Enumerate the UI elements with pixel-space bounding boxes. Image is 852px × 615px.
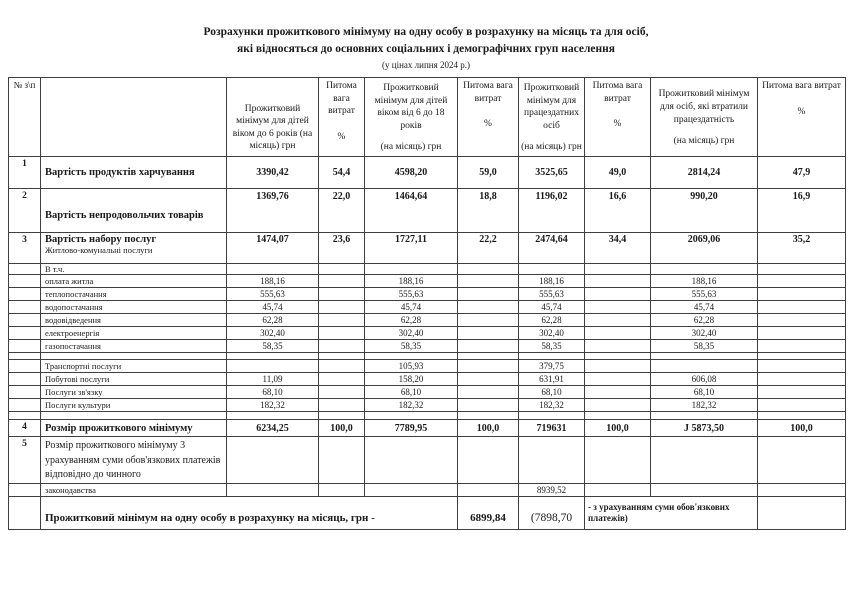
table-row: [9, 353, 846, 360]
value-cell: 62,28: [365, 314, 458, 327]
row-label-cell: Послуги культури: [41, 399, 227, 412]
value-cell: 990,20: [651, 189, 758, 233]
header-share-percent: %: [484, 119, 492, 130]
header-share-percent: %: [797, 106, 806, 117]
header-minimum-col-4: [365, 78, 458, 157]
value-cell: 105,93: [365, 360, 458, 373]
row-label-cell: законодавства: [41, 483, 227, 496]
row-label-cell: оплата житла: [41, 275, 227, 288]
value-cell: [585, 483, 651, 496]
row-label-cell: [41, 420, 227, 437]
row-label-cell: Транспортні послуги: [41, 360, 227, 373]
empty-cell: [651, 412, 758, 420]
value-cell: [585, 301, 651, 314]
table-row: [9, 264, 846, 275]
row-label: Розмір прожиткового мінімуму 3 урахуванням суми обов'язкових платежів відповідно до чинного: [45, 440, 221, 480]
row-label: Вартість набору послуг: [45, 234, 157, 245]
header-share-percent: %: [337, 131, 346, 142]
value-cell: [758, 301, 846, 314]
document-title-line2: які відносяться до основних соціальних і демографічних груп населення: [237, 43, 615, 55]
value-cell: [227, 264, 319, 275]
value-cell: [758, 483, 846, 496]
empty-cell: [365, 412, 458, 420]
header-row-number: № з\п: [9, 78, 41, 157]
value-cell: 47,9: [758, 157, 846, 189]
value-cell: [319, 314, 365, 327]
header-item-name: [41, 78, 227, 157]
row-number-cell: [9, 496, 41, 529]
table-row: [9, 275, 846, 288]
row-label: Вартість продуктів харчування: [45, 167, 195, 178]
value-cell: [585, 340, 651, 353]
value-cell: 58,35: [365, 340, 458, 353]
value-cell: [585, 373, 651, 386]
value-cell: 188,16: [651, 275, 758, 288]
empty-cell: [519, 353, 585, 360]
header-minimum-label: Прожитковий мінімум для працездатних осіб: [523, 83, 580, 131]
header-row: [9, 78, 846, 157]
header-share-col-9: [758, 78, 846, 157]
row-number-cell: [9, 360, 41, 373]
value-cell: 35,2: [758, 233, 846, 264]
value-cell: 45,74: [365, 301, 458, 314]
total-per-person-label: Прожитковий мінімум на одну особу в розрахунку на місяць, грн -: [41, 496, 458, 529]
value-cell: [458, 314, 519, 327]
empty-cell: [758, 496, 846, 529]
value-cell: 68,10: [365, 386, 458, 399]
value-cell: [585, 399, 651, 412]
row-number-cell: [9, 301, 41, 314]
value-cell: 188,16: [519, 275, 585, 288]
row-number-cell: [9, 275, 41, 288]
header-minimum-unit: (на місяць) грн: [521, 142, 582, 153]
empty-cell: [458, 353, 519, 360]
value-cell: J 5873,50: [651, 420, 758, 437]
value-cell: 7789,95: [365, 420, 458, 437]
value-cell: 1196,02: [519, 189, 585, 233]
value-cell: 49,0: [585, 157, 651, 189]
value-cell: [758, 275, 846, 288]
value-cell: 68,10: [651, 386, 758, 399]
value-cell: [227, 360, 319, 373]
row-label-cell: [41, 437, 227, 484]
row-number-cell: [9, 314, 41, 327]
row-number-cell: [9, 327, 41, 340]
row-number-cell: [9, 264, 41, 275]
row-number-cell: [9, 340, 41, 353]
value-cell: [365, 483, 458, 496]
value-cell: 3390,42: [227, 157, 319, 189]
value-cell: [319, 360, 365, 373]
value-cell: [651, 483, 758, 496]
header-share-label: Питома вага витрат: [326, 81, 357, 117]
row-number-cell: [9, 399, 41, 412]
value-cell: 182,32: [365, 399, 458, 412]
row-number-cell: [9, 483, 41, 496]
value-cell: [458, 288, 519, 301]
value-cell: 68,10: [519, 386, 585, 399]
row-number-cell: [9, 386, 41, 399]
subsistence-minimum-table: [8, 77, 846, 530]
empty-cell: [319, 353, 365, 360]
table-row: [9, 386, 846, 399]
value-cell: 54,4: [319, 157, 365, 189]
table-row: [9, 314, 846, 327]
value-cell: 1369,76: [227, 189, 319, 233]
value-cell: 45,74: [227, 301, 319, 314]
value-cell: 23,6: [319, 233, 365, 264]
table-row: [9, 288, 846, 301]
empty-cell: [585, 412, 651, 420]
value-cell: [585, 360, 651, 373]
value-cell: 631,91: [519, 373, 585, 386]
empty-cell: [9, 412, 41, 420]
empty-cell: [365, 353, 458, 360]
value-cell: 34,4: [585, 233, 651, 264]
value-cell: [585, 386, 651, 399]
value-cell: [758, 437, 846, 484]
header-share-label: Питома вага витрат: [592, 81, 643, 104]
header-minimum-unit: (на місяць) грн: [380, 142, 442, 153]
value-cell: 302,40: [365, 327, 458, 340]
value-cell: [458, 399, 519, 412]
value-cell: [458, 386, 519, 399]
value-cell: [319, 437, 365, 484]
value-cell: [758, 399, 846, 412]
table-row: [9, 437, 846, 484]
value-cell: [458, 437, 519, 484]
table-row: [9, 327, 846, 340]
value-cell: 22,2: [458, 233, 519, 264]
table-row: [9, 340, 846, 353]
value-cell: 59,0: [458, 157, 519, 189]
row-label-cell: В т.ч.: [41, 264, 227, 275]
value-cell: 1727,11: [365, 233, 458, 264]
value-cell: [758, 288, 846, 301]
value-cell: 182,32: [651, 399, 758, 412]
value-cell: [585, 314, 651, 327]
row-number-cell: 1: [9, 157, 41, 189]
table-row: [9, 157, 846, 189]
value-cell: [651, 437, 758, 484]
empty-cell: [758, 412, 846, 420]
value-cell: [585, 437, 651, 484]
value-cell: 1474,07: [227, 233, 319, 264]
value-cell: 302,40: [651, 327, 758, 340]
value-cell: [458, 264, 519, 275]
value-cell: 555,63: [651, 288, 758, 301]
value-cell: 2474,64: [519, 233, 585, 264]
header-share-col-3: [319, 78, 365, 157]
value-cell: [585, 275, 651, 288]
value-cell: 16,9: [758, 189, 846, 233]
row-label: Вартість непродовольчих товарів: [45, 210, 204, 221]
header-minimum-unit: (на місяць) грн: [673, 136, 735, 147]
table-body: [9, 157, 846, 530]
value-cell: [319, 386, 365, 399]
value-cell: 11,09: [227, 373, 319, 386]
value-cell: 3525,65: [519, 157, 585, 189]
value-cell: [319, 275, 365, 288]
header-share-percent: %: [613, 119, 622, 130]
value-cell: 58,35: [519, 340, 585, 353]
value-cell: [319, 301, 365, 314]
table-row: [9, 189, 846, 233]
value-cell: 16,6: [585, 189, 651, 233]
table-row: [9, 360, 846, 373]
table-row: [9, 373, 846, 386]
value-cell: [319, 327, 365, 340]
empty-cell: [9, 353, 41, 360]
row-label: Розмір прожиткового мінімуму: [45, 422, 193, 434]
value-cell: 62,28: [519, 314, 585, 327]
header-share-label: Питома вага витрат: [762, 81, 841, 91]
document-title-block: [0, 24, 852, 70]
header-minimum-label: Прожитковий мінімум для осіб, які втратили працездатність: [658, 89, 750, 125]
value-cell: 6234,25: [227, 420, 319, 437]
row-label-cell: [41, 189, 227, 233]
value-cell: 8939,52: [519, 483, 585, 496]
value-cell: 302,40: [227, 327, 319, 340]
empty-cell: [519, 412, 585, 420]
value-cell: [365, 264, 458, 275]
header-minimum-col-2: [227, 78, 319, 157]
value-cell: 100,0: [458, 420, 519, 437]
empty-cell: [41, 412, 227, 420]
row-label-cell: Побутові послуги: [41, 373, 227, 386]
value-cell: [458, 327, 519, 340]
empty-cell: [458, 412, 519, 420]
value-cell: [458, 301, 519, 314]
value-cell: [319, 483, 365, 496]
empty-cell: [319, 412, 365, 420]
value-cell: [319, 399, 365, 412]
row-label-cell: водопостачання: [41, 301, 227, 314]
empty-cell: [227, 412, 319, 420]
value-cell: 68,10: [227, 386, 319, 399]
table-row: [9, 399, 846, 412]
value-cell: [319, 373, 365, 386]
empty-cell: [758, 353, 846, 360]
value-cell: 58,35: [227, 340, 319, 353]
header-share-label: Питома вага витрат: [463, 81, 513, 104]
value-cell: [758, 264, 846, 275]
value-cell: [319, 264, 365, 275]
value-cell: 2814,24: [651, 157, 758, 189]
row-label-cell: теплопостачання: [41, 288, 227, 301]
value-cell: 379,75: [519, 360, 585, 373]
value-cell: [319, 288, 365, 301]
row-label-cell: водовідведення: [41, 314, 227, 327]
document-subtitle-prices-date: (у цінах липня 2024 р.): [382, 60, 470, 70]
row-number-cell: 2: [9, 189, 41, 233]
row-label-cell: електроенергія: [41, 327, 227, 340]
value-cell: [458, 340, 519, 353]
value-cell: [227, 437, 319, 484]
header-minimum-col-6: [519, 78, 585, 157]
empty-cell: [227, 353, 319, 360]
row-number-cell: [9, 288, 41, 301]
row-sublabel: Житлово-комунальні послуги: [45, 245, 153, 255]
empty-cell: [41, 353, 227, 360]
value-cell: [319, 340, 365, 353]
value-cell: 58,35: [651, 340, 758, 353]
value-cell: [519, 437, 585, 484]
row-label-cell: [41, 157, 227, 189]
table-row: [9, 420, 846, 437]
value-cell: 182,32: [227, 399, 319, 412]
value-cell: 62,28: [651, 314, 758, 327]
value-cell: [651, 360, 758, 373]
value-cell: [458, 275, 519, 288]
value-cell: [458, 483, 519, 496]
row-number-cell: 3: [9, 233, 41, 264]
value-cell: 606,08: [651, 373, 758, 386]
value-cell: 555,63: [519, 288, 585, 301]
header-share-col-7: [585, 78, 651, 157]
value-cell: 555,63: [227, 288, 319, 301]
value-cell: 100,0: [585, 420, 651, 437]
value-cell: 302,40: [519, 327, 585, 340]
value-cell: [758, 373, 846, 386]
empty-cell: [585, 353, 651, 360]
table-row: [9, 412, 846, 420]
value-cell: [758, 386, 846, 399]
value-cell: [365, 437, 458, 484]
value-cell: [758, 327, 846, 340]
value-cell: 182,32: [519, 399, 585, 412]
table-header: [9, 78, 846, 157]
value-cell: [585, 327, 651, 340]
row-label-cell: газопостачання: [41, 340, 227, 353]
row-number-cell: 4: [9, 420, 41, 437]
value-cell: 158,20: [365, 373, 458, 386]
value-cell: [585, 288, 651, 301]
row-label-cell: [41, 233, 227, 264]
table-row: [9, 233, 846, 264]
value-cell: 2069,06: [651, 233, 758, 264]
document-title-line1: Розрахунки прожиткового мінімуму на одну особу в розрахунку на місяць та для осіб,: [203, 26, 649, 38]
row-number-cell: 5: [9, 437, 41, 484]
value-cell: 555,63: [365, 288, 458, 301]
header-minimum-label: Прожитковий мінімум для дітей віком до 6 років (на місяць) грн: [232, 103, 313, 152]
header-minimum-label: Прожитковий мінімум для дітей віком від 6 до 18 років: [374, 83, 448, 131]
total-note-cell: - з урахуванням суми обов'язкових платежів): [585, 496, 758, 529]
total-value-cell: 6899,84: [458, 496, 519, 529]
value-cell: [758, 340, 846, 353]
table-row: [9, 483, 846, 496]
row-label-cell: Послуги зв'язку: [41, 386, 227, 399]
value-cell: [458, 360, 519, 373]
value-cell: 1464,64: [365, 189, 458, 233]
value-cell: [519, 264, 585, 275]
value-cell: 100,0: [758, 420, 846, 437]
value-cell: [758, 360, 846, 373]
value-cell: 18,8: [458, 189, 519, 233]
value-cell: [651, 264, 758, 275]
value-cell: 188,16: [227, 275, 319, 288]
value-cell: 45,74: [651, 301, 758, 314]
value-cell: 22,0: [319, 189, 365, 233]
total-value-with-payments-cell: (7898,70: [519, 496, 585, 529]
header-minimum-col-8: [651, 78, 758, 157]
table-row: [9, 496, 846, 529]
value-cell: [227, 483, 319, 496]
header-share-col-5: [458, 78, 519, 157]
value-cell: 719631: [519, 420, 585, 437]
value-cell: 45,74: [519, 301, 585, 314]
value-cell: [758, 314, 846, 327]
value-cell: 100,0: [319, 420, 365, 437]
row-number-cell: [9, 373, 41, 386]
empty-cell: [651, 353, 758, 360]
value-cell: 62,28: [227, 314, 319, 327]
value-cell: 4598,20: [365, 157, 458, 189]
value-cell: [458, 373, 519, 386]
value-cell: [585, 264, 651, 275]
value-cell: 188,16: [365, 275, 458, 288]
table-row: [9, 301, 846, 314]
